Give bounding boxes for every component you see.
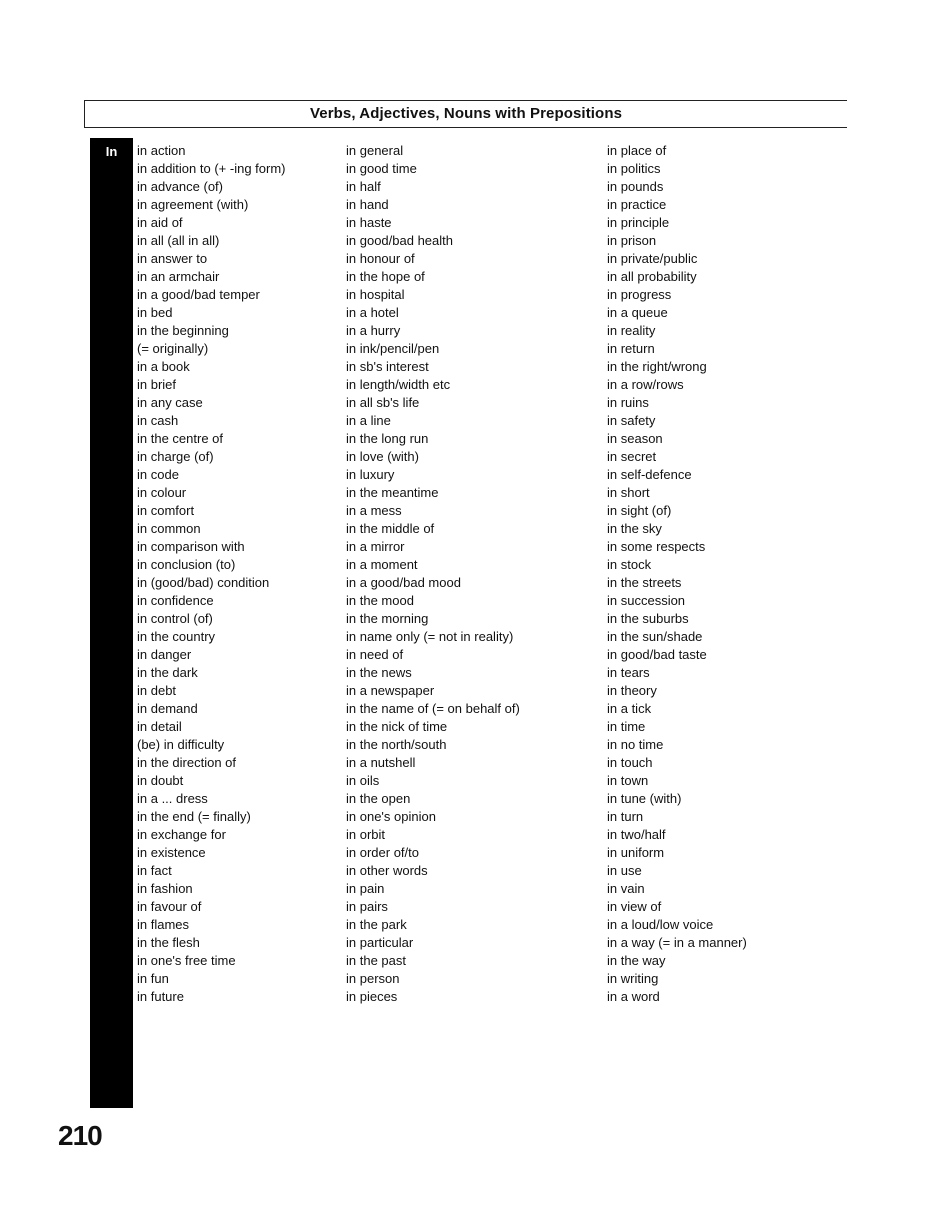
phrase-column-1 xyxy=(137,142,285,1006)
phrase-item: in order of/to xyxy=(346,845,419,860)
phrase-item: in (good/bad) condition xyxy=(137,575,270,590)
side-tab xyxy=(90,138,133,1108)
phrase-item: in a way (= in a manner) xyxy=(607,935,747,950)
phrase-item: in vain xyxy=(607,881,645,896)
phrase-item: in the park xyxy=(346,917,407,932)
phrase-item: in the centre of xyxy=(137,431,223,446)
phrase-item: in self-defence xyxy=(607,467,692,482)
phrase-item: in code xyxy=(137,467,179,482)
phrase-item: in oils xyxy=(346,773,380,788)
phrase-item: in a tick xyxy=(607,701,652,716)
phrase-item: in uniform xyxy=(607,845,665,860)
phrase-item: in a row/rows xyxy=(607,377,684,392)
phrase-item: in the direction of xyxy=(137,755,237,770)
phrase-item: in tune (with) xyxy=(607,791,682,806)
phrase-item: in hand xyxy=(346,197,389,212)
phrase-item: in a ... dress xyxy=(137,791,208,806)
phrase-item: in a line xyxy=(346,413,391,428)
phrase-item: in private/public xyxy=(607,251,698,266)
phrase-item: in the right/wrong xyxy=(607,359,707,374)
phrase-item: in love (with) xyxy=(346,449,419,464)
phrase-item: in the streets xyxy=(607,575,682,590)
phrase-item: in debt xyxy=(137,683,177,698)
phrase-item: in good/bad taste xyxy=(607,647,707,662)
phrase-item: in fact xyxy=(137,863,172,878)
phrase-item: in view of xyxy=(607,899,662,914)
phrase-item: in favour of xyxy=(137,899,202,914)
phrase-item: in the beginning xyxy=(137,323,229,338)
phrase-item: in writing xyxy=(607,971,659,986)
phrase-item: in bed xyxy=(137,305,173,320)
phrase-item: in control (of) xyxy=(137,611,213,626)
phrase-item: in time xyxy=(607,719,646,734)
phrase-item: in one's free time xyxy=(137,953,236,968)
phrase-item: in fun xyxy=(137,971,169,986)
phrase-item: in some respects xyxy=(607,539,706,554)
phrase-column-3 xyxy=(607,142,747,1006)
phrase-item: in the meantime xyxy=(346,485,439,500)
phrase-item: in common xyxy=(137,521,201,536)
phrase-item: in other words xyxy=(346,863,428,878)
phrase-item: in town xyxy=(607,773,649,788)
phrase-item: in a nutshell xyxy=(346,755,416,770)
phrase-item: in sb's interest xyxy=(346,359,429,374)
phrase-item: in cash xyxy=(137,413,179,428)
phrase-item: in a book xyxy=(137,359,190,374)
phrase-item: in a mess xyxy=(346,503,402,518)
phrase-item: in demand xyxy=(137,701,198,716)
phrase-item: in the sky xyxy=(607,521,662,536)
phrase-item: in one's opinion xyxy=(346,809,436,824)
phrase-item: in short xyxy=(607,485,650,500)
phrase-item: in orbit xyxy=(346,827,386,842)
phrase-item: in comfort xyxy=(137,503,195,518)
phrase-item: in exchange for xyxy=(137,827,226,842)
phrase-item: in a hotel xyxy=(346,305,399,320)
phrase-item: in pieces xyxy=(346,989,398,1004)
phrase-item: in the hope of xyxy=(346,269,425,284)
phrase-item: in a queue xyxy=(607,305,668,320)
phrase-item: in good time xyxy=(346,161,417,176)
page-number: 210 xyxy=(58,1120,102,1151)
phrase-item: in hospital xyxy=(346,287,405,302)
phrase-item: in place of xyxy=(607,143,667,158)
phrase-item: in all (all in all) xyxy=(137,233,220,248)
phrase-item: in the open xyxy=(346,791,411,806)
phrase-item: in touch xyxy=(607,755,653,770)
phrase-item: in sight (of) xyxy=(607,503,672,518)
phrase-item: in tears xyxy=(607,665,650,680)
phrase-item: in prison xyxy=(607,233,657,248)
phrase-item: in reality xyxy=(607,323,656,338)
phrase-item: in detail xyxy=(137,719,182,734)
phrase-item: in a hurry xyxy=(346,323,401,338)
phrase-item: in an armchair xyxy=(137,269,220,284)
phrase-item: in pounds xyxy=(607,179,664,194)
phrase-item: in the sun/shade xyxy=(607,629,703,644)
phrase-item: in length/width etc xyxy=(346,377,451,392)
phrase-item: in person xyxy=(346,971,400,986)
phrase-item: in haste xyxy=(346,215,392,230)
phrase-item: in answer to xyxy=(137,251,208,266)
phrase-item: in confidence xyxy=(137,593,214,608)
phrase-item: in a loud/low voice xyxy=(607,917,714,932)
phrase-item: in ruins xyxy=(607,395,649,410)
phrase-item: in turn xyxy=(607,809,644,824)
phrase-item: in the dark xyxy=(137,665,198,680)
phrase-item: in the country xyxy=(137,629,216,644)
phrase-item: in the past xyxy=(346,953,406,968)
phrase-item: in pairs xyxy=(346,899,388,914)
phrase-item: in practice xyxy=(607,197,667,212)
phrase-item: in the middle of xyxy=(346,521,435,536)
phrase-item: in brief xyxy=(137,377,177,392)
phrase-item: in the suburbs xyxy=(607,611,689,626)
phrase-item: in no time xyxy=(607,737,664,752)
phrase-item: in the nick of time xyxy=(346,719,448,734)
phrase-item: in principle xyxy=(607,215,670,230)
phrase-item: in the long run xyxy=(346,431,429,446)
phrase-item: in the morning xyxy=(346,611,429,626)
phrase-item: in doubt xyxy=(137,773,184,788)
phrase-item: in the news xyxy=(346,665,412,680)
phrase-item: in progress xyxy=(607,287,672,302)
phrase-item: in secret xyxy=(607,449,657,464)
phrase-item: in the end (= finally) xyxy=(137,809,251,824)
phrase-item: in two/half xyxy=(607,827,666,842)
phrase-item: in return xyxy=(607,341,655,356)
phrase-item: in addition to (+ -ing form) xyxy=(137,161,286,176)
phrase-item: in season xyxy=(607,431,663,446)
phrase-item: in conclusion (to) xyxy=(137,557,236,572)
phrase-item: in honour of xyxy=(346,251,415,266)
phrase-item: in any case xyxy=(137,395,203,410)
phrase-item: in advance (of) xyxy=(137,179,223,194)
phrase-item: in name only (= not in reality) xyxy=(346,629,514,644)
phrase-item: in a moment xyxy=(346,557,418,572)
phrase-item: in luxury xyxy=(346,467,395,482)
phrase-item: in agreement (with) xyxy=(137,197,249,212)
phrase-item: in particular xyxy=(346,935,414,950)
section-header xyxy=(84,100,847,128)
phrase-item: in half xyxy=(346,179,381,194)
phrase-item: in charge (of) xyxy=(137,449,214,464)
section-title: Verbs, Adjectives, Nouns with Prepositions xyxy=(309,105,623,122)
phrase-item: in colour xyxy=(137,485,187,500)
phrase-item: in a newspaper xyxy=(346,683,435,698)
phrase-item: in politics xyxy=(607,161,661,176)
phrase-item: in the north/south xyxy=(346,737,447,752)
phrase-item: in theory xyxy=(607,683,657,698)
phrase-item: in all sb's life xyxy=(346,395,420,410)
phrase-item: in existence xyxy=(137,845,206,860)
side-tab-label: In xyxy=(105,144,118,159)
phrase-item: in good/bad health xyxy=(346,233,453,248)
phrase-item: in use xyxy=(607,863,642,878)
phrase-item: in succession xyxy=(607,593,686,608)
phrase-column-2 xyxy=(346,142,520,1006)
phrase-item: in the name of (= on behalf of) xyxy=(346,701,520,716)
phrase-item: in general xyxy=(346,143,404,158)
phrase-item: in future xyxy=(137,989,184,1004)
phrase-item: in need of xyxy=(346,647,404,662)
phrase-item: in the way xyxy=(607,953,666,968)
phrase-item: in safety xyxy=(607,413,656,428)
phrase-item: (be) in difficulty xyxy=(137,737,225,752)
phrase-item: in all probability xyxy=(607,269,697,284)
phrase-item: in a good/bad temper xyxy=(137,287,260,302)
phrase-item: in flames xyxy=(137,917,190,932)
phrase-item: in a mirror xyxy=(346,539,405,554)
phrase-item: in stock xyxy=(607,557,652,572)
phrase-item: in action xyxy=(137,143,186,158)
phrase-item: in pain xyxy=(346,881,385,896)
phrase-item: in the mood xyxy=(346,593,414,608)
phrase-item: in fashion xyxy=(137,881,193,896)
phrase-item: in the flesh xyxy=(137,935,200,950)
phrase-item: in comparison with xyxy=(137,539,245,554)
phrase-item: in a word xyxy=(607,989,660,1004)
phrase-item: in a good/bad mood xyxy=(346,575,461,590)
phrase-item: in danger xyxy=(137,647,192,662)
phrase-item: in aid of xyxy=(137,215,183,230)
phrase-item: (= originally) xyxy=(137,341,209,356)
phrase-item: in ink/pencil/pen xyxy=(346,341,440,356)
